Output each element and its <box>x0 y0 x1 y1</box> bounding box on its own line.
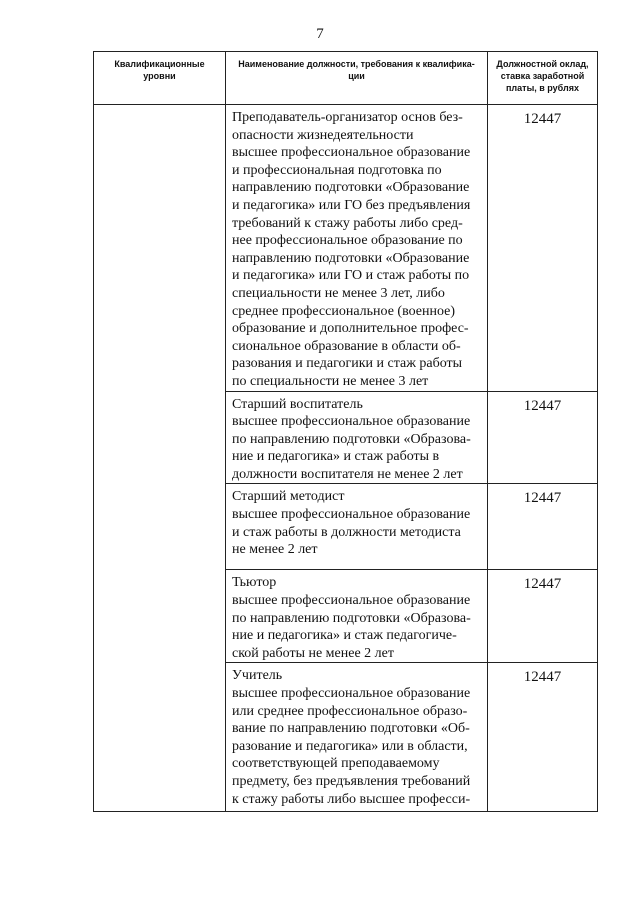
salary-table <box>93 51 598 812</box>
position-cell <box>226 570 488 663</box>
text-line: опасности жизнедеятельности <box>232 127 414 143</box>
salary-cell: 12447 <box>488 570 598 663</box>
header-qualification-levels <box>94 52 226 105</box>
text-line: требований к стажу работы либо сред- <box>232 215 463 231</box>
text-line: Тьютор <box>232 575 277 591</box>
text-line: вание по направлению подготовки «Об- <box>232 721 470 737</box>
text-line: направлению подготовки «Образование <box>232 180 470 196</box>
text-line: и педагогика» или ГО и стаж работы по <box>232 268 470 284</box>
salary-cell: 12447 <box>488 391 598 484</box>
text-line: разование и педагогика» или в области, <box>232 738 468 754</box>
text-line: высшее профессиональное образование <box>232 593 471 609</box>
header-col1-text: Квалификационные уровни <box>114 59 205 81</box>
position-cell <box>226 484 488 570</box>
text-line: специальности не менее 3 лет, либо <box>232 285 445 301</box>
text-line: предмету, без предъявления требований <box>232 774 471 789</box>
text-line: нее профессиональное образование по <box>232 233 463 249</box>
position-cell <box>226 105 488 392</box>
text-line: или среднее профессиональное образо- <box>232 703 468 719</box>
text-line: и педагогика» или ГО без предъявления <box>232 197 471 213</box>
text-line: и профессиональная подготовка по <box>232 162 442 178</box>
salary-cell: 12447 <box>488 105 598 392</box>
text-line: Преподаватель-организатор основ без- <box>232 110 463 125</box>
text-line: сиональное образование в области об- <box>232 338 461 354</box>
table-row <box>94 105 598 392</box>
page-number: 7 <box>316 26 324 42</box>
text-line: должности воспитателя не менее 2 лет <box>232 466 463 482</box>
header-salary <box>488 52 598 105</box>
text-line: ской работы не менее 2 лет <box>232 645 394 661</box>
salary-cell: 12447 <box>488 663 598 812</box>
text-line: соответствующей преподаваемому <box>232 756 440 772</box>
text-line: Старший воспитатель <box>232 396 363 412</box>
text-line: не менее 2 лет <box>232 542 318 558</box>
qualification-level-cell <box>94 105 226 812</box>
position-cell <box>226 391 488 484</box>
text-line: по направлению подготовки «Образова- <box>232 431 471 447</box>
text-line: Старший методист <box>232 489 345 505</box>
table-header-row <box>94 52 598 105</box>
header-col3-text: Должностной оклад, ставка заработной платы, в рублях <box>496 59 589 93</box>
text-line: высшее профессиональное образование <box>232 414 471 430</box>
header-position-requirements <box>226 52 488 105</box>
text-line: ние и педагогика» и стаж педагогиче- <box>232 628 457 644</box>
text-line: Учитель <box>232 668 283 684</box>
text-line: разования и педагогики и стаж работы <box>232 356 463 372</box>
text-line: по специальности не менее 3 лет <box>232 373 429 389</box>
position-cell <box>226 663 488 812</box>
text-line: направлению подготовки «Образование <box>232 250 470 266</box>
text-line: ние и педагогика» и стаж работы в <box>232 449 440 465</box>
header-col2-text: Наименование должности, требования к квалифика-ции <box>238 59 475 81</box>
text-line: высшее профессиональное образование <box>232 145 471 161</box>
text-line: высшее профессиональное образование <box>232 686 471 702</box>
salary-cell: 12447 <box>488 484 598 570</box>
text-line: высшее профессиональное образование <box>232 507 471 523</box>
text-line: по направлению подготовки «Образова- <box>232 610 471 626</box>
text-line: среднее профессиональное (военное) <box>232 303 456 319</box>
text-line: образование и дополнительное профес- <box>232 321 469 337</box>
text-line: к стажу работы либо высшее професси- <box>232 791 471 807</box>
text-line: и стаж работы в должности методиста <box>232 524 461 540</box>
